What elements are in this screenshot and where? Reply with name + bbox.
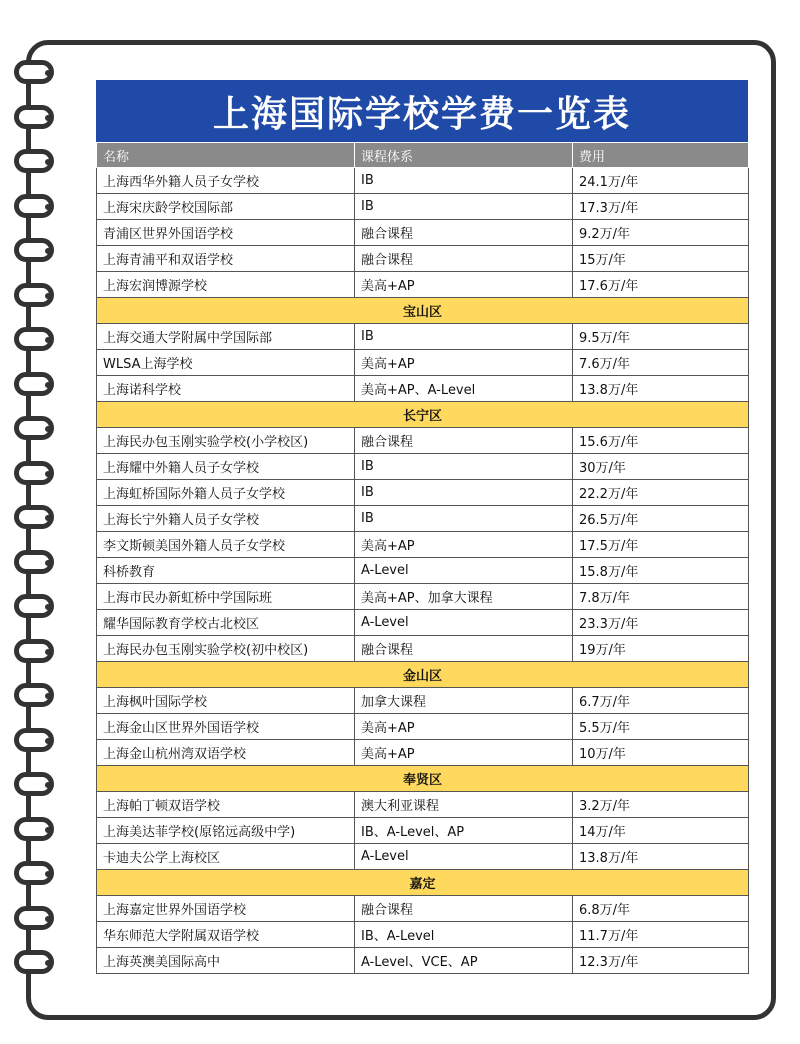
header-fee: 费用 [573,143,749,168]
fee: 11.7万/年 [573,922,749,948]
fee: 14万/年 [573,818,749,844]
binding-ring [14,906,54,930]
region-row [97,402,749,428]
table-row [97,454,749,480]
binding-ring [14,238,54,262]
fee: 13.8万/年 [573,844,749,870]
curriculum: IB、A-Level [355,922,573,948]
table-row [97,168,749,194]
region-row [97,870,749,896]
curriculum: A-Level [355,844,573,870]
fee: 9.5万/年 [573,324,749,350]
table-row [97,610,749,636]
region-row [97,298,749,324]
table-row [97,584,749,610]
table-row [97,844,749,870]
curriculum: 融合课程 [355,896,573,922]
school-name: 科桥教育 [97,558,355,584]
fee: 13.8万/年 [573,376,749,402]
curriculum: IB、A-Level、AP [355,818,573,844]
fee: 15.6万/年 [573,428,749,454]
table-row [97,272,749,298]
curriculum: 融合课程 [355,220,573,246]
table-row [97,220,749,246]
school-name: 青浦区世界外国语学校 [97,220,355,246]
curriculum: A-Level [355,610,573,636]
binding-ring [14,950,54,974]
fee: 24.1万/年 [573,168,749,194]
curriculum: 美高+AP [355,740,573,766]
table-row [97,532,749,558]
curriculum: 美高+AP [355,714,573,740]
fee: 12.3万/年 [573,948,749,974]
curriculum: IB [355,168,573,194]
fee-sheet [96,80,748,974]
school-name: 上海耀中外籍人员子女学校 [97,454,355,480]
fee: 10万/年 [573,740,749,766]
binding-ring [14,461,54,485]
binding-ring [14,505,54,529]
fee: 17.3万/年 [573,194,749,220]
binding-ring [14,105,54,129]
school-name: 上海金山区世界外国语学校 [97,714,355,740]
table-row [97,506,749,532]
fee: 7.6万/年 [573,350,749,376]
curriculum: 美高+AP [355,272,573,298]
table-row [97,922,749,948]
school-name: 上海宋庆龄学校国际部 [97,194,355,220]
binding-ring [14,817,54,841]
school-name: 上海民办包玉刚实验学校(初中校区) [97,636,355,662]
fee: 6.7万/年 [573,688,749,714]
table-row [97,324,749,350]
school-name: 上海长宁外籍人员子女学校 [97,506,355,532]
fee: 15.8万/年 [573,558,749,584]
school-name: 上海嘉定世界外国语学校 [97,896,355,922]
fee: 6.8万/年 [573,896,749,922]
header-curriculum: 课程体系 [355,143,573,168]
region-row [97,662,749,688]
school-name: 上海帕丁顿双语学校 [97,792,355,818]
curriculum: A-Level、VCE、AP [355,948,573,974]
header-name: 名称 [97,143,355,168]
school-name: 上海枫叶国际学校 [97,688,355,714]
curriculum: 美高+AP、加拿大课程 [355,584,573,610]
curriculum: 美高+AP [355,350,573,376]
region-row [97,766,749,792]
region-label: 奉贤区 [97,766,749,792]
curriculum: IB [355,454,573,480]
region-label: 宝山区 [97,298,749,324]
curriculum: IB [355,506,573,532]
binding-ring [14,861,54,885]
table-row [97,714,749,740]
curriculum: IB [355,324,573,350]
table-row [97,480,749,506]
school-name: 上海交通大学附属中学国际部 [97,324,355,350]
fee: 3.2万/年 [573,792,749,818]
school-name: 华东师范大学附属双语学校 [97,922,355,948]
fee: 23.3万/年 [573,610,749,636]
curriculum: IB [355,480,573,506]
school-name: 卡迪夫公学上海校区 [97,844,355,870]
binding-ring [14,327,54,351]
fee: 5.5万/年 [573,714,749,740]
table-row [97,740,749,766]
table-row [97,818,749,844]
curriculum: IB [355,194,573,220]
binding-ring [14,60,54,84]
curriculum: 加拿大课程 [355,688,573,714]
school-name: 李文斯顿美国外籍人员子女学校 [97,532,355,558]
table-row [97,194,749,220]
binding-ring [14,594,54,618]
table-row [97,896,749,922]
school-name: 上海诺科学校 [97,376,355,402]
region-label: 金山区 [97,662,749,688]
fee: 30万/年 [573,454,749,480]
binding-ring [14,639,54,663]
region-label: 嘉定 [97,870,749,896]
school-name: WLSA上海学校 [97,350,355,376]
table-row [97,636,749,662]
school-name: 上海美达菲学校(原铭远高级中学) [97,818,355,844]
school-name: 上海宏润博源学校 [97,272,355,298]
binding-ring [14,372,54,396]
binding-ring [14,772,54,796]
binding-ring [14,416,54,440]
curriculum: 美高+AP [355,532,573,558]
binding-ring [14,283,54,307]
school-name: 上海市民办新虹桥中学国际班 [97,584,355,610]
binding-ring [14,149,54,173]
fee-table [96,142,749,974]
table-row [97,688,749,714]
table-row [97,376,749,402]
table-row [97,428,749,454]
school-name: 上海虹桥国际外籍人员子女学校 [97,480,355,506]
table-row [97,350,749,376]
table-row [97,792,749,818]
school-name: 上海西华外籍人员子女学校 [97,168,355,194]
curriculum: 澳大利亚课程 [355,792,573,818]
fee: 22.2万/年 [573,480,749,506]
fee: 17.6万/年 [573,272,749,298]
spiral-binding [14,60,74,1020]
table-row [97,246,749,272]
fee: 15万/年 [573,246,749,272]
table-row [97,948,749,974]
binding-ring [14,194,54,218]
curriculum: 美高+AP、A-Level [355,376,573,402]
fee: 17.5万/年 [573,532,749,558]
school-name: 耀华国际教育学校古北校区 [97,610,355,636]
fee: 9.2万/年 [573,220,749,246]
curriculum: 融合课程 [355,428,573,454]
curriculum: 融合课程 [355,246,573,272]
fee: 26.5万/年 [573,506,749,532]
school-name: 上海英澳美国际高中 [97,948,355,974]
fee: 19万/年 [573,636,749,662]
table-header-row [97,143,749,168]
curriculum: 融合课程 [355,636,573,662]
school-name: 上海金山杭州湾双语学校 [97,740,355,766]
binding-ring [14,550,54,574]
region-label: 长宁区 [97,402,749,428]
school-name: 上海民办包玉刚实验学校(小学校区) [97,428,355,454]
school-name: 上海青浦平和双语学校 [97,246,355,272]
fee: 7.8万/年 [573,584,749,610]
table-row [97,558,749,584]
curriculum: A-Level [355,558,573,584]
binding-ring [14,728,54,752]
page-title: 上海国际学校学费一览表 [96,80,748,142]
binding-ring [14,683,54,707]
